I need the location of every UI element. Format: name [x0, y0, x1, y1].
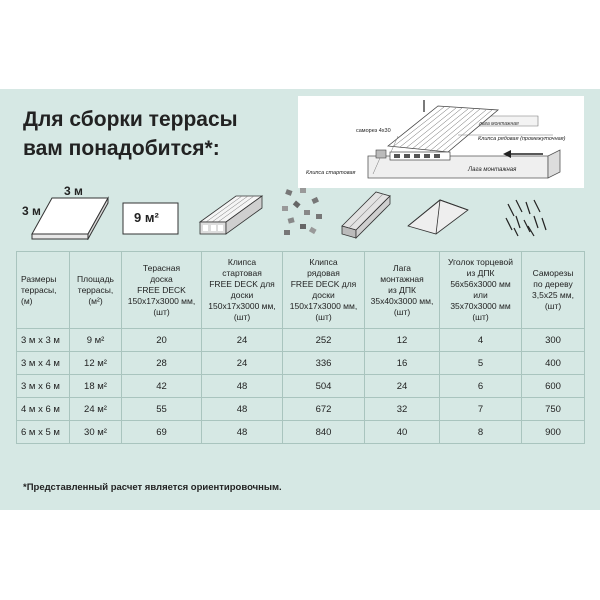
table-header-row	[17, 252, 585, 329]
cell-row-clip: 504	[283, 375, 365, 398]
screws-icon	[504, 198, 550, 238]
materials-table	[16, 251, 585, 444]
cell-corner: 5	[440, 352, 522, 375]
dimension-label-top: 3 м	[64, 184, 83, 198]
cell-start-clip: 48	[202, 398, 283, 421]
cell-screws: 900	[522, 421, 585, 444]
cell-row-clip: 252	[283, 329, 365, 352]
header-area: Площадь террасы, (м²)	[70, 252, 122, 329]
lag-beam-icon	[336, 186, 396, 240]
header-row-clip: Клипса рядовая FREE DECK для доски 150х17х3000 мм, (шт)	[283, 252, 365, 329]
cell-size: 3 м х 3 м	[17, 329, 70, 352]
label-screw: саморез 4х30	[356, 128, 391, 134]
cell-deck: 69	[122, 421, 202, 444]
header-lag: Лага монтажная из ДПК 35х40х3000 мм, (шт)	[365, 252, 440, 329]
components-icon-row	[0, 180, 600, 245]
cell-start-clip: 24	[202, 352, 283, 375]
title-line-2: вам понадобится*:	[23, 137, 220, 160]
cell-row-clip: 672	[283, 398, 365, 421]
cell-lag: 32	[365, 398, 440, 421]
assembly-diagram	[298, 96, 584, 188]
deck-board-icon	[196, 192, 266, 238]
header-size: Размеры террасы, (м)	[17, 252, 70, 329]
cell-corner: 4	[440, 329, 522, 352]
label-lag-top: лага монтажная	[479, 121, 519, 127]
label-lag: Лага монтажная	[468, 167, 517, 173]
start-clip-shape	[376, 150, 386, 158]
cell-size: 3 м х 4 м	[17, 352, 70, 375]
cell-deck: 55	[122, 398, 202, 421]
cell-size: 3 м х 6 м	[17, 375, 70, 398]
cell-row-clip: 336	[283, 352, 365, 375]
cell-lag: 24	[365, 375, 440, 398]
cell-screws: 750	[522, 398, 585, 421]
cell-area: 18 м²	[70, 375, 122, 398]
table-row	[17, 398, 585, 421]
cell-area: 24 м²	[70, 398, 122, 421]
table-row	[17, 329, 585, 352]
cell-area: 30 м²	[70, 421, 122, 444]
cell-screws: 400	[522, 352, 585, 375]
area-label: 9 м²	[134, 210, 159, 225]
header-deck-board: Терасная доска FREE DECK 150х17х3000 мм, (шт)	[122, 252, 202, 329]
cell-lag: 16	[365, 352, 440, 375]
cell-start-clip: 48	[202, 375, 283, 398]
lag-beam-end	[548, 150, 560, 178]
cell-area: 12 м²	[70, 352, 122, 375]
cell-deck: 28	[122, 352, 202, 375]
header-screws: Саморезы по дереву 3,5х25 мм, (шт)	[522, 252, 585, 329]
clips-icon	[278, 186, 328, 240]
cell-corner: 7	[440, 398, 522, 421]
cell-screws: 300	[522, 329, 585, 352]
cell-area: 9 м²	[70, 329, 122, 352]
label-clip-start: Клипса стартовая	[306, 170, 356, 176]
assembly-drawing	[298, 96, 584, 188]
cell-start-clip: 48	[202, 421, 283, 444]
table-row	[17, 375, 585, 398]
cell-size: 6 м х 5 м	[17, 421, 70, 444]
cell-start-clip: 24	[202, 329, 283, 352]
terrace-plate-icon	[30, 196, 110, 240]
cell-corner: 8	[440, 421, 522, 444]
cell-deck: 20	[122, 329, 202, 352]
label-clip-row: Клипса рядовая (промежуточная)	[478, 136, 566, 142]
page-title	[23, 105, 293, 163]
table-row	[17, 421, 585, 444]
cell-corner: 6	[440, 375, 522, 398]
cell-deck: 42	[122, 375, 202, 398]
table-row	[17, 352, 585, 375]
dimension-label-left: 3 м	[22, 204, 41, 218]
cell-lag: 40	[365, 421, 440, 444]
corner-profile-icon	[404, 196, 470, 236]
footnote: *Представленный расчет является ориентировочным.	[23, 482, 282, 493]
cell-screws: 600	[522, 375, 585, 398]
cell-row-clip: 840	[283, 421, 365, 444]
cell-size: 4 м х 6 м	[17, 398, 70, 421]
header-start-clip: Клипса стартовая FREE DECK для доски 150х17х3000 мм, (шт)	[202, 252, 283, 329]
cell-lag: 12	[365, 329, 440, 352]
header-corner: Уголок торцевой из ДПК 56х56х3000 мм или 35х70х3000 мм (шт)	[440, 252, 522, 329]
title-line-1: Для сборки террасы	[23, 108, 238, 131]
